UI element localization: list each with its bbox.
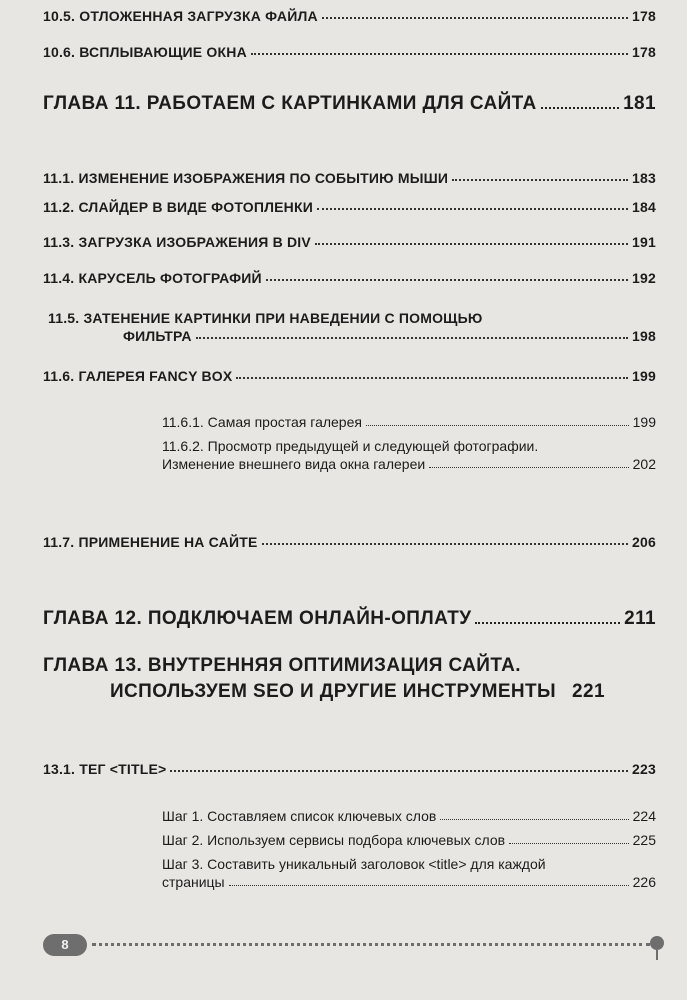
dot-leader xyxy=(366,425,629,426)
toc-entry-page: 192 xyxy=(632,270,656,286)
toc-entry-title: 11.6.1. Самая простая галерея xyxy=(162,414,362,430)
toc-entry-page: 226 xyxy=(632,874,656,890)
toc-entry-title: Шаг 1. Составляем список ключевых слов xyxy=(162,808,437,824)
toc-entry-title: 10.5. ОТЛОЖЕННАЯ ЗАГРУЗКА ФАЙЛА xyxy=(43,8,318,24)
toc-entry-11-5[interactable] xyxy=(43,310,656,344)
toc-entry-11-2[interactable] xyxy=(43,199,656,215)
toc-entry-11-6-1[interactable] xyxy=(162,414,656,430)
dot-leader xyxy=(452,179,628,181)
toc-chapter-title: ГЛАВА 11. РАБОТАЕМ С КАРТИНКАМИ ДЛЯ САЙТА xyxy=(43,93,537,114)
toc-chapter-page: 181 xyxy=(623,93,656,114)
toc-entry-title-line2: Изменение внешнего вида окна галереи xyxy=(162,456,426,472)
toc-entry-title: 11.3. ЗАГРУЗКА ИЗОБРАЖЕНИЯ В DIV xyxy=(43,234,311,250)
toc-entry-page: 183 xyxy=(632,170,656,186)
toc-chapter-page: 211 xyxy=(624,608,656,629)
page-number-badge: 8 xyxy=(43,934,87,956)
dot-leader xyxy=(236,377,628,379)
toc-entry-page: 199 xyxy=(632,368,656,384)
dot-leader xyxy=(262,543,629,545)
toc-chapter-title-line1: ГЛАВА 13. ВНУТРЕННЯЯ ОПТИМИЗАЦИЯ САЙТА. xyxy=(43,655,521,676)
toc-entry-title: 10.6. ВСПЛЫВАЮЩИЕ ОКНА xyxy=(43,44,247,60)
toc-entry-title-line1: 11.6.2. Просмотр предыдущей и следующей фотографии. xyxy=(162,438,539,454)
toc-entry-page: 191 xyxy=(632,234,656,250)
toc-entry-11-7[interactable] xyxy=(43,534,656,550)
toc-entry-title-line2: ФИЛЬТРА xyxy=(123,328,192,344)
toc-entry-title: 11.2. СЛАЙДЕР В ВИДЕ ФОТОПЛЕНКИ xyxy=(43,199,313,215)
toc-chapter-11[interactable] xyxy=(43,93,656,115)
toc-entry-10-5[interactable] xyxy=(43,8,656,24)
toc-entry-title: Шаг 2. Используем сервисы подбора ключевых слов xyxy=(162,832,506,848)
toc-entry-11-6-2[interactable] xyxy=(162,438,656,472)
toc-entry-title-line1: Шаг 3. Составить уникальный заголовок <title> для каждой xyxy=(162,856,546,872)
dot-leader xyxy=(315,243,628,245)
toc-entry-page: 184 xyxy=(632,199,656,215)
toc-entry-title-line2: страницы xyxy=(162,874,225,890)
toc-entry-title-line1: 11.5. ЗАТЕНЕНИЕ КАРТИНКИ ПРИ НАВЕДЕНИИ С ПОМОЩЬЮ xyxy=(48,310,483,326)
toc-entry-step-2[interactable] xyxy=(162,832,656,848)
toc-entry-page: 202 xyxy=(632,456,656,472)
toc-entry-page: 198 xyxy=(632,328,656,344)
footer-tail-decoration xyxy=(656,950,658,960)
toc-entry-page: 223 xyxy=(632,761,656,777)
toc-chapter-title-line2: ИСПОЛЬЗУЕМ SEO И ДРУГИЕ ИНСТРУМЕНТЫ xyxy=(110,681,557,702)
toc-entry-page: 178 xyxy=(632,8,656,24)
toc-entry-11-1[interactable] xyxy=(43,170,656,186)
dot-leader xyxy=(266,279,628,281)
dot-leader xyxy=(541,107,619,109)
dot-leader xyxy=(317,208,628,210)
dot-leader xyxy=(429,467,628,468)
dot-leader xyxy=(170,770,628,772)
toc-entry-title: 11.7. ПРИМЕНЕНИЕ НА САЙТЕ xyxy=(43,534,258,550)
footer-dot-line xyxy=(92,943,650,946)
toc-chapter-page: 221 xyxy=(572,681,605,702)
toc-entry-11-3[interactable] xyxy=(43,234,656,250)
toc-entry-10-6[interactable] xyxy=(43,44,656,60)
toc-entry-title: 11.1. ИЗМЕНЕНИЕ ИЗОБРАЖЕНИЯ ПО СОБЫТИЮ МЫШИ xyxy=(43,170,449,186)
toc-entry-step-3[interactable] xyxy=(162,856,656,890)
toc-entry-title: 13.1. ТЕГ <TITLE> xyxy=(43,761,167,777)
toc-chapter-title: ГЛАВА 12. ПОДКЛЮЧАЕМ ОНЛАЙН-ОПЛАТУ xyxy=(43,608,472,629)
toc-entry-title: 11.6. ГАЛЕРЕЯ FANCY BOX xyxy=(43,368,233,384)
toc-entry-page: 206 xyxy=(632,534,656,550)
toc-chapter-13[interactable] xyxy=(43,655,656,703)
dot-leader xyxy=(440,819,628,820)
toc-entry-page: 178 xyxy=(632,44,656,60)
dot-leader xyxy=(229,885,629,886)
toc-entry-11-4[interactable] xyxy=(43,270,656,286)
footer-dot-icon xyxy=(650,936,664,950)
dot-leader xyxy=(251,53,628,55)
toc-entry-page: 225 xyxy=(632,832,656,848)
toc-entry-page: 224 xyxy=(632,808,656,824)
dot-leader xyxy=(509,843,629,844)
toc-entry-13-1[interactable] xyxy=(43,761,656,777)
toc-entry-step-1[interactable] xyxy=(162,808,656,824)
toc-entry-11-6[interactable] xyxy=(43,368,656,384)
toc-entry-title: 11.4. КАРУСЕЛЬ ФОТОГРАФИЙ xyxy=(43,270,262,286)
toc-chapter-12[interactable] xyxy=(43,608,656,630)
dot-leader xyxy=(475,622,620,624)
toc-entry-page: 199 xyxy=(632,414,656,430)
dot-leader xyxy=(196,337,628,339)
dot-leader xyxy=(322,17,628,19)
